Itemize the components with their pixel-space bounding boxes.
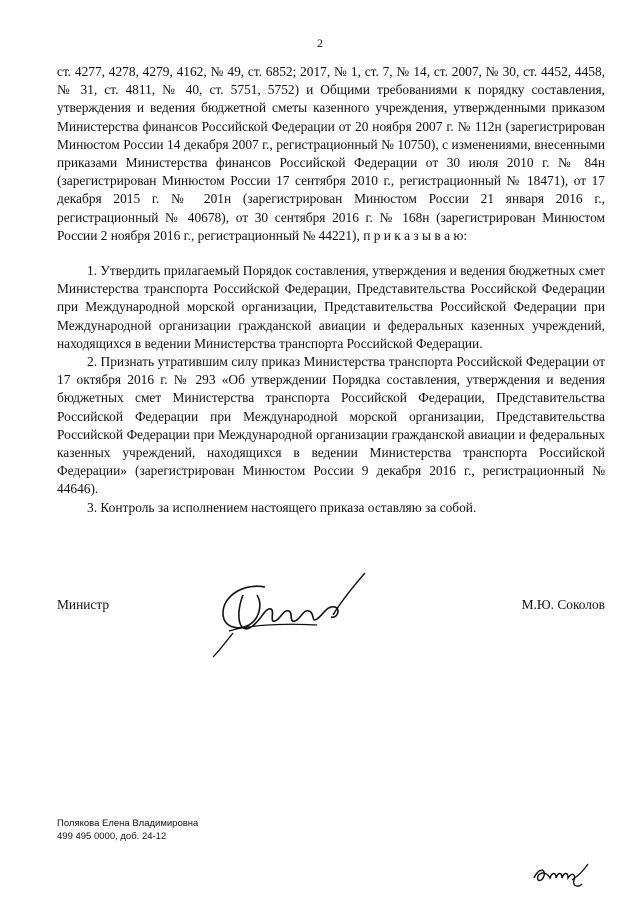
paragraph-item-2: 2. Признать утратившим силу приказ Министерства транспорта Российской Федерации от 17 октября 2016 г. № 293 «Об утверждении Порядка составления, утверждения и ведения бюджетных смет Министерства транспорта Российской Федерации, Представительства Российской Федерации при Международной морской организации, Представительства Российской Федерации при Международной организации гражданской авиации и федеральных казенных учреждений, находящихся в ведении Министерства транспорта Российской Федерации» (зарегистрирован Минюстом России 9 декабря 2016 г., регистрационный № 44646).	[57, 354, 605, 497]
executor-info	[57, 817, 198, 843]
executor-name: Полякова Елена Владимировна	[57, 818, 199, 829]
page-number: 2	[317, 36, 323, 50]
signatory-name: М.Ю. Соколов	[521, 597, 605, 612]
document-body	[57, 63, 605, 517]
paragraph-item-3: 3. Контроль за исполнением настоящего приказа оставляю за собой.	[87, 499, 477, 515]
executor-phone: 499 495 0000, доб. 24-12	[57, 831, 167, 842]
handwritten-signature	[205, 565, 375, 660]
paragraph-item-1: 1. Утвердить прилагаемый Порядок составления, утверждения и ведения бюджетных смет Министерства транспорта Российской Федерации, Представительства Российской Федерации при Международной морской организации, Представительства Российской Федерации при Международной организации гражданской авиации и федеральных казенных учреждений, находящихся в ведении Министерства транспорта Российской Федерации.	[57, 263, 605, 351]
handwritten-initials	[528, 858, 590, 888]
paragraph-preamble: ст. 4277, 4278, 4279, 4162, № 49, ст. 6852; 2017, № 1, ст. 7, № 14, ст. 2007, № 30, ст. 4452, 4458, № 31, ст. 4811, № 40, ст. 5751, 5752) и Общими требованиями к порядку составления, утверждения и ведения бюджетной сметы казенного учреждения, утвержденными приказом Министерства финансов Российской Федерации от 20 ноября 2007 г. № 112н (зарегистрирован Минюстом России 14 декабря 2007 г., регистрационный № 10750), с изменениями, внесенными приказами Министерства финансов Российской Федерации от 30 июля 2010 г. № 84н (зарегистрирован Минюстом России 17 сентября 2010 г., регистрационный № 18471), от 17 декабря 2015 г. № 201н (зарегистрирован Минюстом России 21 января 2016 г., регистрационный № 40678), от 30 сентября 2016 г. № 168н (зарегистрирован Минюстом России 2 ноября 2016 г., регистрационный № 44221), п р и к а з ы в а ю:	[57, 64, 605, 243]
signatory-title: Министр	[57, 597, 110, 612]
